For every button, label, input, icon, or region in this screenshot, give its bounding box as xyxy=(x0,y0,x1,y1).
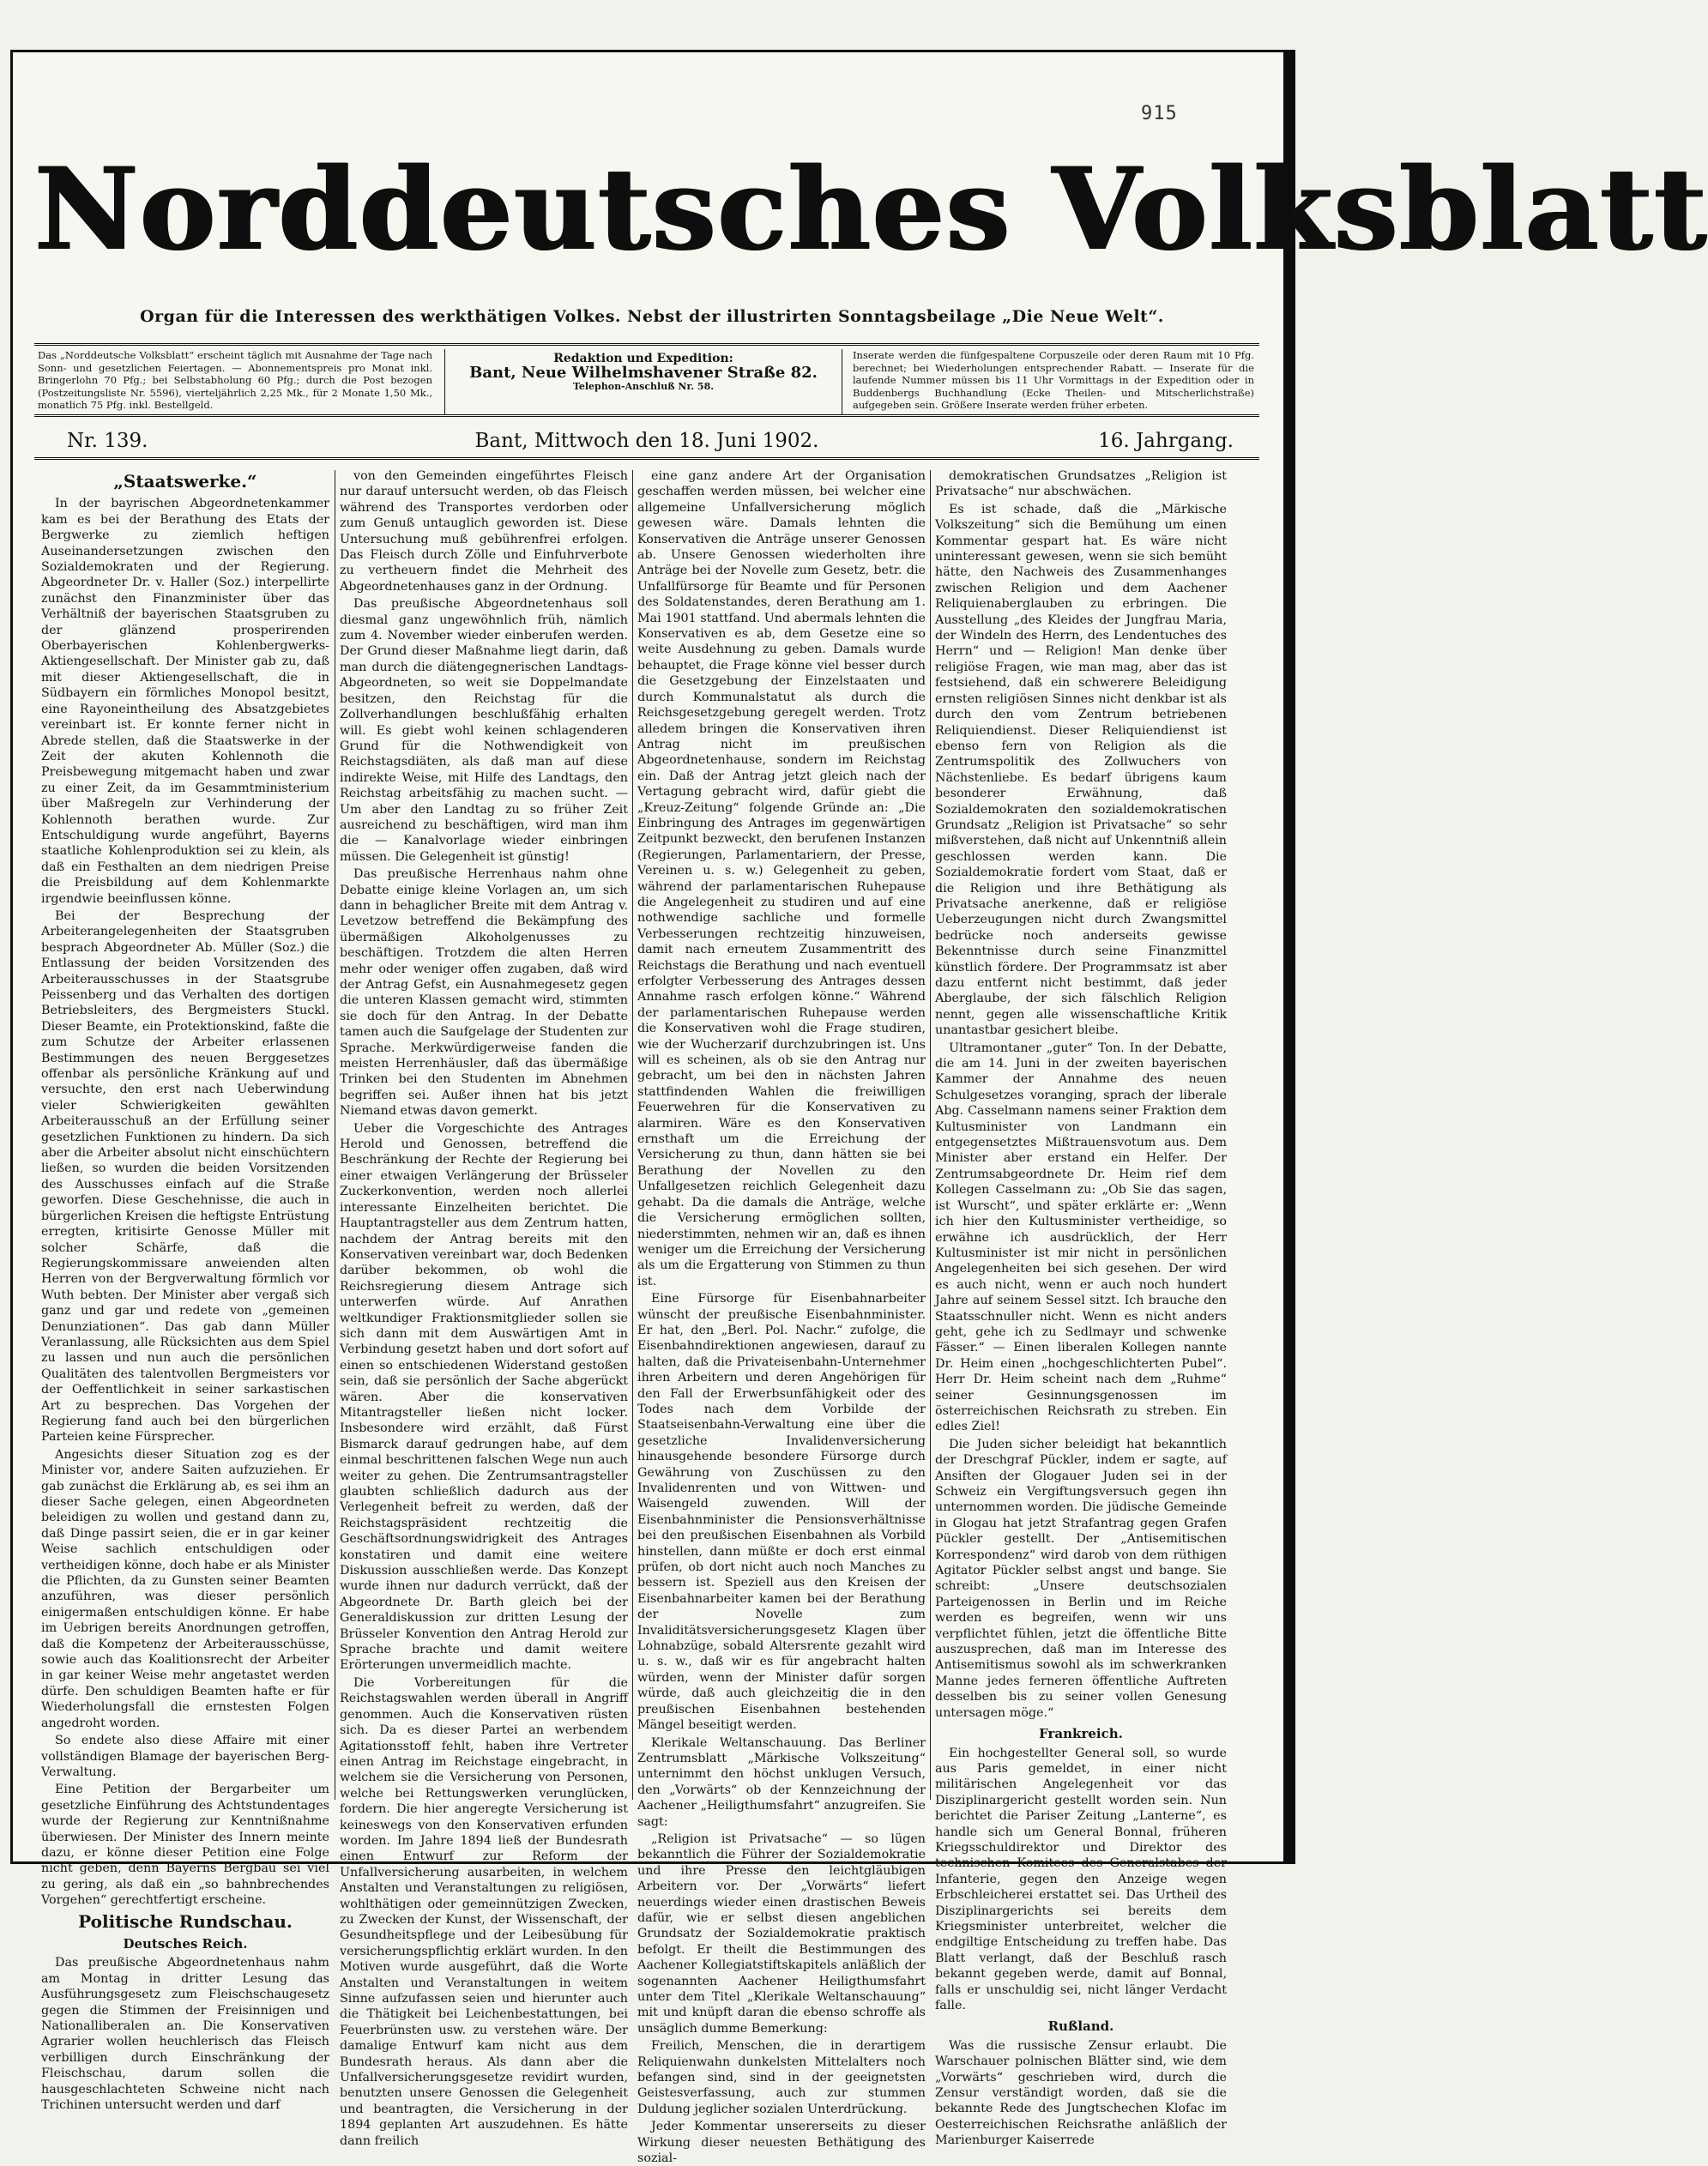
masthead-title: Norddeutsches Volksblatt xyxy=(34,143,1708,276)
archive-number: 915 xyxy=(1141,103,1178,124)
article-paragraph: Das preußische Abgeordnetenhaus nahm am Montag in dritter Lesung das Ausführungsgesetz zum Fleischschaugesetz gegen die Stimmen der Freisinnigen und Nationalliberalen an. Die Konservativen Agrarier wollen heuchlerisch das Fleisch verbilligen durch Einschränkung der Fleischschau, darum sollen die hausgeschlachteten Schweine nicht nach Trichinen untersucht werden und darf xyxy=(41,1956,329,2113)
article-paragraph: Das preußische Herrenhaus nahm ohne Debatte einige kleine Vorlagen an, um sich dann in behaglicher Breite mit dem Antrag v. Levetzow betreffend die Bekämpfung des übermäßigen Alkoholgenusses zu beschäftigen. Trotzdem die alten Herren mehr oder weniger offen zugaben, daß wird der Antrag Gefst, ein Ausnahmegesetz gegen die unteren Klassen gemacht wird, stimmten sie doch für den Antrag. In der Debatte tamen auch die Saufgelage der Studenten zur Sprache. Merkwürdigerweise fanden die meisten Herrenhäusler, daß das übermäßige Trinken bei den Studenten im Abnehmen begriffen sei. Außer ihnen hat bis jetzt Niemand etwas davon gemerkt. xyxy=(340,867,628,1119)
office-address: Bant, Neue Wilhelmshavener Straße 82. xyxy=(469,363,818,382)
article-paragraph: Ein hochgestellter General soll, so wurde aus Paris gemeldet, in einer nicht militärischen Angelegenheit vor das Disziplinargericht gestellt worden sein. Nun berichtet die Pariser Zeitung „Lanterne“, es handle sich um General Bonnal, früheren Kriegsschuldirektor und Direktor des technischen Komitees des Generalstabes der Infanterie, gegen den Anzeige wegen Erbschleicherei erstattet sei. Das Urtheil des Disziplinargerichts sei bereits dem Kriegsminister unterbreitet, welcher die endgiltige Entscheidung zu treffen habe. Das Blatt verlangt, daß der Beschluß rasch bekannt gegeben werde, damit auf Bonnal, falls er unschuldig sei, nicht länger Verdacht falle. xyxy=(935,1746,1227,2012)
article-paragraph: Was die russische Zensur erlaubt. Die Warschauer polnischen Blätter sind, wie dem „Vorwärts“ geschrieben wird, durch die Zensur verständigt worden, daß sie die bekannte Rede des Jungtschechen Klofac im Oesterreichischen Reichsrathe anläßlich der Marienburger Kaiserrede xyxy=(935,2038,1227,2148)
article-paragraph: Die Juden sicher beleidigt hat bekanntlich der Dreschgraf Pückler, indem er sagte, auf Ansiften der Glogauer Juden sei in der Schweiz ein Vergiftungsversuch gegen ihn unternommen worden. Die jüdische Gemeinde in Glogau hat jetzt Strafantrag gegen Grafen Pückler gestellt. Der „Antisemitischen Korrespondenz“ wird darob von dem rüthigen Agitator Pückler selbst angst und bange. Sie schreibt: „Unsere deutschsozialen Parteigenossen in Berlin und im Reiche werden es begreifen, wenn wir uns verpflichtet fühlen, jetzt die öffentliche Bitte auszusprechen, daß man im Interesse des Antisemitismus sowohl als im schwerkranken Manne jedes ferneren öffentliche Auftreten desselben bis zu seiner vollen Genesung untersagen möge.“ xyxy=(935,1437,1227,1720)
section-heading: Rußland. xyxy=(1047,2018,1114,2035)
article-paragraph: In der bayrischen Abgeordnetenkammer kam es bei der Berathung des Etats der Bergwerke zu ziemlich heftigen Auseinandersetzungen zwischen den Sozialdemokraten und der Regierung. Abgeordneter Dr. v. Haller (Soz.) interpellirte zunächst den Finanzminister über das Verhältniß der bayerischen Staatsgruben zu der glänzend prosperirenden Oberbayerischen Kohlenbergwerks-Aktiengesellschaft. Der Minister gab zu, daß mit dieser Aktiengesellschaft, die in Südbayern ein förmliches Monopol besitzt, eine Rayoneintheilung des Absatzgebietes vereinbart ist. Er konnte ferner nicht in Abrede stellen, daß die Staatswerke in der Zeit der akuten Kohlennoth die Preisbewegung mitgemacht haben und zwar zu einer Zeit, da im Gesammtministerium über Maßregeln zur Verhinderung der Kohlennoth berathen wurde. Zur Entschuldigung wurde angeführt, Bayerns staatliche Kohlenproduktion sei zu klein, als daß ein Festhalten an dem niedrigen Preise die Preisbildung auf dem Kohlenmarkte irgendwie beeinflussen könne. xyxy=(41,497,329,906)
column-1 xyxy=(41,468,329,2113)
article-paragraph: Freilich, Menschen, die in derartigem Reliquienwahn dunkelsten Mittelalters noch befangen sind, sind in der geeignetsten Geistesverfassung, auch zur stummen Duldung jeglicher sozialen Unterdrückung. xyxy=(637,2039,926,2116)
article-paragraph: Jeder Kommentar unsererseits zu dieser Wirkung dieser neuesten Bethätigung des sozial- xyxy=(637,2120,926,2166)
article-paragraph: Das preußische Abgeordnetenhaus soll diesmal ganz ungewöhnlich früh, nämlich zum 4. November wieder einberufen werden. Der Grund dieser Maßnahme liegt darin, daß man durch die diätengegnerischen Landtags-Abgeordneten, so weit sie Doppelmandate besitzen, den Reichstag für die Zollverhandlungen beschlußfähig erhalten will. Es giebt wohl keinen schlagenderen Grund für die Nothwendigkeit von Reichstagsdiäten, als daß man auf diese indirekte Weise, mit Hilfe des Landtags, den Reichstag arbeitsfähig zu machen sucht. — Um aber den Landtag zu so früher Zeit ausreichend zu beschäftigen, wird man ihm die — Kanalvorlage wieder einbringen müssen. Die Gelegenheit ist günstig! xyxy=(340,597,628,864)
subscription-info: Das „Norddeutsche Volksblatt“ erscheint täglich mit Ausnahme der Tage nach Sonn- und gesetzlichen Feiertagen. — Abonnementspreis pro Monat inkl. Bringerlohn 70 Pfg.; bei Selbstabholung 60 Pfg.; durch die Post bezogen (Postzeitungsliste Nr. 5596), vierteljährlich 2,25 Mk., für 2 Monate 1,50 Mk., monatlich 75 Pfg. inkl. Bestellgeld. xyxy=(38,349,432,411)
article-paragraph: Es ist schade, daß die „Märkische Volkszeitung“ sich die Bemühung um einen Kommentar gespart hat. Es wäre nicht uninteressant gewesen, wenn sie sich bemüht hätte, den Nachweis des Zusammenhanges zwischen Religion und dem Aachener Reliquienaberglauben zu erbringen. Die Ausstellung „des Kleides der Jungfrau Maria, der Windeln des Herrn, des Lendentuches des Herrn“ und — Religion! Man denke über religiöse Fragen, wie man mag, aber das ist festsiehend, daß ein schwerere Beleidigung ernsten religiösen Sinnes nicht denkbar ist als durch den vom Zentrum betriebenen Reliquiendienst. Dieser Reliquiendienst ist ebenso fern von Religion als die Zentrumspolitik des Zollwuchers von Nächstenliebe. Es bedarf übrigens kaum besonderer Erwähnung, daß Sozialdemokraten den sozialdemokratischen Grundsatz „Religion ist Privatsache“ so sehr mißverstehen, daß nicht auf Unkenntniß allein geschlossen werden kann. Die Sozialdemokratie fordert vom Staat, daß er die Religion und ihre Bethätigung als Privatsache anerkenne, daß er religiöse Ueberzeugungen nicht durch Zwangsmittel bedrücke noch anderseits gewisse Bekenntnisse durch seine Finanzmittel künstlich fördere. Der Programmsatz ist aber dazu entfernt nicht bestimmt, daß jeder Aberglaube, der sich fälschlich Religion nennt, gegen alle wissenschaftliche Kritik unantastbar gesichert bleibe. xyxy=(935,502,1227,1038)
article-paragraph: Eine Petition der Bergarbeiter um gesetzliche Einführung des Achtstundentages wurde der Regierung zur Kenntnißnahme überwiesen. Der Minister des Innern meinte dazu, er könne dieser Petition eine Folge nicht geben, denn Bayerns Bergbau sei viel zu gering, als daß ein „so bahnbrechendes Vorgehen“ gerechtfertigt erscheine. xyxy=(41,1783,329,1908)
section-heading: Deutsches Reich. xyxy=(123,1935,248,1952)
article-heading: Politische Rundschau. xyxy=(78,1910,293,1932)
article-heading: „Staatswerke.“ xyxy=(113,471,257,492)
masthead-subtitle: Organ für die Interessen des werkthätigen Volkes. Nebst der illustrirten Sonntagsbeilage „Die Neue Welt“. xyxy=(140,307,1164,326)
article-paragraph: von den Gemeinden eingeführtes Fleisch nur darauf untersucht werden, ob das Fleisch während des Transportes verdorben oder zum Genuß untauglich geworden ist. Diese Untersuchung muß gebührenfrei erfolgen. Das Fleisch durch Zölle und Einfuhrverbote zu vertheuern findet die Mehrheit des Abgeordnetenhauses ganz in der Ordnung. xyxy=(340,469,628,594)
column-2 xyxy=(340,468,628,2148)
article-paragraph: demokratischen Grundsatzes „Religion ist Privatsache“ nur abschwächen. xyxy=(935,469,1227,499)
article-paragraph: So endete also diese Affaire mit einer vollständigen Blamage der bayerischen Berg-Verwaltung. xyxy=(41,1734,329,1779)
column-3 xyxy=(637,468,926,2166)
office-phone: Telephon-Anschluß Nr. 58. xyxy=(572,381,715,392)
column-rule xyxy=(930,470,931,1800)
editorial-office xyxy=(444,349,842,414)
issue-number: Nr. 139. xyxy=(67,430,148,452)
dateline xyxy=(34,424,1259,460)
article-paragraph: Ueber die Vorgeschichte des Antrages Herold und Genossen, betreffend die Beschränkung der Rechte der Regierung bei einer etwaigen Verlängerung der Brüsseler Zuckerkonvention, werden noch allerlei interessante Einzelheiten berichtet. Die Hauptantragsteller aus dem Zentrum hatten, nachdem der Antrag bereits mit den Konservativen vereinbart war, doch Bedenken darüber bekommen, ob wohl die Reichsregierung diesem Antrage sich unterwerfen würde. Auf Anrathen weltkundiger Fraktionsmitglieder sollen sie sich dann mit dem Auswärtigen Amt in Verbindung gesetzt haben und dort sofort auf einen so entschiedenen Widerstand gestoßen sein, daß sie persönlich der Sache abgerückt wären. Aber die konservativen Mitantragsteller ließen nicht locker. Insbesondere wird erzählt, daß Fürst Bismarck darauf gedrungen habe, auf dem einmal beschrittenen falschen Wege nun auch weiter zu gehen. Die Zentrumsantragsteller glaubten schließlich dadurch aus der Verlegenheit befreit zu werden, daß der Reichstagspräsident rechtzeitig die Geschäftsordnungswidrigkeit des Antrages konstatiren und damit eine weitere Diskussion ausschließen werde. Das Konzept wurde ihnen nur dadurch verrückt, daß der Abgeordnete Dr. Barth gleich bei der Generaldiskussion zur dritten Lesung der Brüsseler Konvention den Antrag Herold zur Sprache brachte und damit weitere Erörterungen unvermeidlich machte. xyxy=(340,1121,628,1673)
issue-date: Bant, Mittwoch den 18. Juni 1902. xyxy=(474,430,819,452)
article-paragraph: eine ganz andere Art der Organisation geschaffen werden müssen, bei welcher eine allgemeine Unfallversicherung möglich gewesen wäre. Damals lehnten die Konservativen die Anträge unserer Genossen ab. Unsere Genossen wiederholten ihre Anträge bei der Novelle zum Gesetz, betr. die Unfallfürsorge für Beamte und für Personen des Soldatenstandes, deren Berathung am 1. Mai 1901 stattfand. Und abermals lehnten die Konservativen es ab, dem Gesetze eine so weite Ausdehnung zu geben. Damals wurde behauptet, die Frage könne viel besser durch die Gesetzgebung der Einzelstaaten und durch Kommunalstatut als durch die Reichsgesetzgebung geregelt werden. Trotz alledem bringen die Konservativen ihren Antrag nicht im preußischen Abgeordnetenhause, sondern im Reichstag ein. Daß der Antrag jetzt gleich nach der Vertagung gebracht wird, dafür giebt die „Kreuz-Zeitung“ folgende Gründe an: „Die Einbringung des Antrages im gegenwärtigen Zeitpunkt bezweckt, den berufenen Instanzen (Regierungen, Parlamentariern, der Presse, Vereinen u. s. w.) Gelegenheit zu geben, während der parlamentarischen Ruhepause die Angelegenheit zu studiren und auf eine nothwendige sachliche und formelle Verbesserungen rechtzeitig hinzuweisen, damit nach erneutem Zusammentritt des Reichstags die Berathung und nach eventuell erfolgter Verbesserung des Antrages dessen Annahme rasch erfolgen könne.“ Während der parlamentarischen Ruhepause werden die Konservativen wohl die Frage studiren, wie der Wucherzarif durchzubringen ist. Uns will es scheinen, als ob sie den Antrag nur gebracht, um bei den in nächsten Jahren stattfindenden Wahlen die freiwilligen Feuerwehren für die Konservativen zu alarmiren. Wäre es den Konservativen ernsthaft um die Erreichung der Versicherung zu thun, dann hätten sie bei Berathung der Novellen zu den Unfallgesetzen reichlich Gelegenheit dazu gehabt. Da die damals die Anträge, welche die Versicherung ermöglichen sollten, niederstimmten, nehmen wir an, daß es ihnen weniger um die Erreichung der Versicherung als um die Ergatterung von Stimmen zu thun ist. xyxy=(637,469,926,1288)
column-4 xyxy=(935,468,1227,2148)
advertising-info: Inserate werden die fünfgespaltene Corpuszeile oder deren Raum mit 10 Pfg. berechnet; bei Wiederholungen entsprechender Rabatt. — Inserate für die laufende Nummer müssen bis 11 Uhr Vormittags in der Expedition oder in Buddenbergs Buchhandlung (Ecke Theilen- und Mitscherlichstraße) aufgegeben sein. Größere Inserate werden früher erbeten. xyxy=(853,349,1254,411)
article-paragraph: Klerikale Weltanschauung. Das Berliner Zentrumsblatt „Märkische Volkszeitung“ unternimmt den höchst unklugen Versuch, den „Vorwärts“ ob der Kennzeichnung der Aachener „Heiligthumsfahrt“ anzugreifen. Sie sagt: xyxy=(637,1735,926,1829)
info-bar xyxy=(34,343,1259,417)
column-rule xyxy=(632,470,633,1800)
office-heading: Redaktion und Expedition: xyxy=(553,352,733,365)
article-paragraph: Ultramontaner „guter“ Ton. In der Debatte, die am 14. Juni in der zweiten bayerischen Kammer der Annahme des neuen Schulgesetzes voranging, sprach der liberale Abg. Casselmann namens seiner Fraktion dem Kultusminister von Landmann ein entgegensetztes Mißtrauensvotum aus. Dem Minister aber erstand ein Helfer. Der Zentrumsabgeordnete Dr. Heim rief dem Kollegen Casselmann zu: „Ob Sie das sagen, ist Wurscht“, und später erklärte er: „Wenn ich hier den Kultusminister vertheidige, so erwähne ich ausdrücklich, der Herr Kultusminister ist mir nicht in persönlichen Angelegenheiten bei sich gesehen. Der wird es auch nicht, wenn er auch noch hundert Jahre auf seinem Sessel sitzt. Ich brauche den Staatsschnuller nicht. Wenn es nicht anders geht, gehe ich zu Sedlmayr und schwenke Fässer.“ — Einen liberalen Kollegen nannte Dr. Heim einen „hochgeschlichterten Pubel“. Herr Dr. Heim scheint nach dem „Ruhme“ seiner Gesinnungsgenossen im österreichischen Reichsrath zu streben. Ein edles Ziel! xyxy=(935,1041,1227,1434)
article-paragraph: „Religion ist Privatsache“ — so lügen bekanntlich die Führer der Sozialdemokratie und ihre Presse den leichtgläubigen Arbeitern vor. Der „Vorwärts“ liefert neuerdings wieder einen drastischen Beweis dafür, wie er selbst diesen angeblichen Grundsatz der Sozialdemokratie praktisch befolgt. Er theilt die Bestimmungen des Aachener Kollegiatstiftskapitels anläßlich der sogenannten Aachener Heiligthumsfahrt unter dem Titel „Klerikale Weltanschauung“ mit und knüpft daran die ebenso schroffe als unsäglich dumme Bemerkung: xyxy=(637,1831,926,2036)
article-paragraph: Die Vorbereitungen für die Reichstagswahlen werden überall in Angriff genommen. Auch die Konservativen rüsten sich. Da es dieser Partei an werbendem Agitationsstoff fehlt, haben ihre Vertreter einen Antrag im Reichstage eingebracht, in welchem sie die Versicherung von Personen, welche bei Rettungswerken verunglücken, fordern. Die hier angeregte Versicherung ist keineswegs von den Konservativen erfunden worden. Im Jahre 1894 ließ der Bundesrath einen Entwurf zur Reform der Unfallversicherung ausarbeiten, in welchem Anstalten und Veranstaltungen zu religiösen, wohlthätigen oder gemeinnützigen Zwecken, zu Zwecken der Kunst, der Wissenschaft, der Gesundheitspflege und der Leibesübung für versicherungspflichtig erklärt wurden. In den Motiven wurde ausgeführt, daß die Worte Anstalten und Veranstaltungen in weitem Sinne aufzufassen seien und hierunter auch die Thätigkeit bei Leichenbestattungen, bei Feuerbrünsten usw. zu verstehen wäre. Der damalige Entwurf kam nicht aus dem Bundesrath heraus. Als dann aber die Unfallversicherungsgesetze revidirt wurden, benutzten unsere Genossen die Gelegenheit und beantragten, die Versicherung in der 1894 geplanten Art auszudehnen. Es hätte dann freilich xyxy=(340,1675,628,2148)
section-heading: Frankreich. xyxy=(1039,1726,1123,1742)
article-paragraph: Angesichts dieser Situation zog es der Minister vor, andere Saiten aufzuziehen. Er gab zunächst die Erklärung ab, es sei ihm an dieser Sache gelegen, einen Abgeordneten beleidigen zu wollen und gestand dann zu, daß Dinge passirt seien, die er in gar keiner Weise sachlich entschuldigen oder vertheidigen könne, doch habe er als Minister die Pflichten, da zu Gunsten seiner Beamten anzuführen, was dieser persönlich einigermaßen entschuldigen könne. Er habe im Uebrigen bereits Anordnungen getroffen, daß die Kompetenz der Arbeiterausschüsse, sowie auch das Koalitionsrecht der Arbeiter in gar keiner Weise mehr angetastet werden dürfe. Den schuldigen Beamten hafte er für Wiederholungsfall die ernstesten Folgen angedroht worden. xyxy=(41,1447,329,1730)
article-paragraph: Eine Fürsorge für Eisenbahnarbeiter wünscht der preußische Eisenbahnminister. Er hat, den „Berl. Pol. Nachr.“ zufolge, die Eisenbahndirektionen angewiesen, darauf zu halten, daß die Privateisenbahn-Unternehmer ihren Arbeitern und deren Angehörigen für den Fall der Erwerbsunfähigkeit oder des Todes nach dem Vorbilde der Staatseisenbahn-Verwaltung eine über die gesetzliche Invalidenversicherung hinausgehende besondere Fürsorge durch Gewährung von Zuschüssen zu den Invalidenrenten und von Wittwen- und Waisengeld zuwenden. Will der Eisenbahnminister die Pensionsverhältnisse bei den preußischen Eisenbahnen als Vorbild hinstellen, dann müßte er doch erst einmal prüfen, ob dort nicht auch noch Manches zu bessern ist. Speziell aus den Kreisen der Eisenbahnarbeiter kamen bei der Berathung der Novelle zum Invaliditätsversicherungsgesetz Klagen über Lohnabzüge, sobald Altersrente gezahlt wird u. s. w., daß wir es für angebracht halten würden, wenn der Minister dafür sorgen würde, daß auch gleichzeitig die in den preußischen Eisenbahnen bestehenden Mängel beseitigt werden. xyxy=(637,1292,926,1733)
article-paragraph: Bei der Besprechung der Arbeiterangelegenheiten der Staatsgruben besprach Abgeordneter Ab. Müller (Soz.) die Entlassung der beiden Vorsitzenden des Arbeiterausschusses in der Staatsgrube Peissenberg und das Verhalten des dortigen Betriebsleiters, des Bergmeisters Stuckl. Dieser Beamte, ein Protektionskind, faßte die zum Schutze der Arbeiter erlassenen Bestimmungen des neuen Berggesetzes offenbar als persönliche Kränkung auf und versuchte, den erst nach Ueberwindung vieler Schwierigkeiten gewählten Arbeiterausschuß an der Erfüllung seiner gesetzlichen Funktionen zu hindern. Da sich aber die Arbeiter absolut nicht einschüchtern ließen, so wurden die beiden Vorsitzenden des Ausschusses einfach auf die Straße geworfen. Diese Geschehnisse, die auch in bürgerlichen Kreisen die heftigste Entrüstung erregten, kritisirte Genosse Müller mit solcher Schärfe, daß die Regierungskommissare anweienden alten Herren von der Bergverwaltung förmlich vor Wuth bebten. Der Minister aber vergaß sich ganz und gar und redete von „gemeinen Denunziationen“. Das gab dann Müller Veranlassung, alle Rücksichten aus dem Spiel zu lassen und nun auch die persönlichen Qualitäten des talentvollen Bergmeisters vor der Oeffentlichkeit in seiner sarkastischen Art zu besprechen. Das Vorgehen der Regierung fand auch bei den bürgerlichen Parteien keine Fürsprecher. xyxy=(41,908,329,1445)
volume-year: 16. Jahrgang. xyxy=(1098,430,1234,452)
